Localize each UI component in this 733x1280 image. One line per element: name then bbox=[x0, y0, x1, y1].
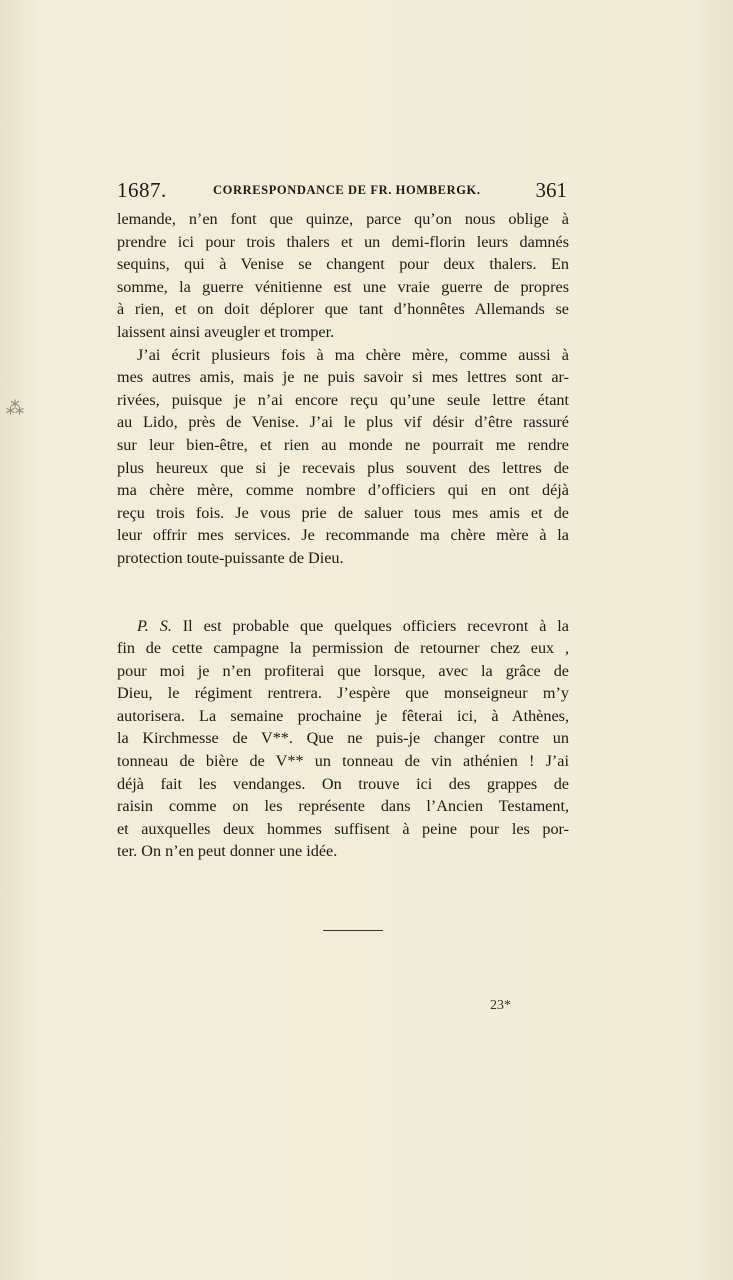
text-line: sur leur bien-être, et rien au monde ne pourrait me rendre bbox=[117, 435, 569, 454]
text-line: somme, la guerre vénitienne est une vraie guerre de propres bbox=[117, 277, 569, 296]
text-line: déjà fait les vendanges. On trouve ici des grappes de bbox=[117, 774, 569, 793]
text-line: lemande, n’en font que quinze, parce qu’on nous oblige à bbox=[117, 210, 569, 228]
text-line: et auxquelles deux hommes suffisent à peine pour les por- bbox=[117, 819, 569, 838]
page-number: 361 bbox=[535, 178, 567, 202]
text-line: la Kirchmesse de V**. Que ne puis-je changer contre un bbox=[117, 729, 569, 748]
text-line: leur offrir mes services. Je recommande ma chère mère à la bbox=[117, 526, 569, 545]
text-line: tonneau de bière de V** un tonneau de vin athénien ! J’ai bbox=[117, 752, 569, 771]
header-title: CORRESPONDANCE DE FR. HOMBERGK. bbox=[213, 183, 481, 197]
postscript-label: P. S. bbox=[137, 616, 172, 635]
postscript bbox=[117, 615, 569, 864]
text-line: protection toute-puissante de Dieu. bbox=[117, 548, 344, 567]
text-line: à rien, et on doit déplorer que tant d’honnêtes Allemands se bbox=[117, 300, 569, 319]
postscript-first-line-text: Il est probable que quelques officiers recevront à la bbox=[182, 616, 569, 635]
page-body bbox=[117, 208, 569, 863]
text-line: pour moi je n’en profiterai que lorsque, avec la grâce de bbox=[117, 661, 569, 680]
text-line: ter. On n’en peut donner une idée. bbox=[117, 842, 338, 861]
text-line: J’ai écrit plusieurs fois à ma chère mère, comme aussi à bbox=[137, 345, 569, 364]
text-line: raisin comme on les représente dans l’Ancien Testament, bbox=[117, 797, 569, 816]
text-line: Dieu, le régiment rentrera. J’espère que monseigneur m’y bbox=[117, 684, 569, 703]
text-line: sequins, qui à Venise se changent pour deux thalers. En bbox=[117, 255, 569, 274]
header-year: 1687. bbox=[117, 178, 167, 202]
text-line: mes autres amis, mais je ne puis savoir si mes lettres sont ar- bbox=[117, 368, 569, 387]
text-line: reçu trois fois. Je vous prie de saluer tous mes amis et de bbox=[117, 503, 569, 522]
printer-signature-mark: 23* bbox=[490, 998, 511, 1013]
paragraph-gap bbox=[117, 570, 569, 615]
paragraph-2 bbox=[117, 344, 569, 570]
text-line: ma chère mère, comme nombre d’officiers qui en ont déjà bbox=[117, 481, 569, 500]
section-rule bbox=[323, 930, 383, 931]
text-line: laissent ainsi aveugler et tromper. bbox=[117, 322, 335, 341]
paragraph-1 bbox=[117, 208, 569, 344]
text-line: prendre ici pour trois thalers et un demi-florin leurs damnés bbox=[117, 232, 569, 251]
text-line: au Lido, près de Venise. J’ai le plus vif désir d’être rassuré bbox=[117, 413, 569, 432]
postscript-first-line bbox=[117, 615, 569, 638]
text-line: rivées, puisque je n’ai encore reçu qu’une seule lettre étant bbox=[117, 390, 569, 409]
text-line: plus heureux que si je recevais plus souvent des lettres de bbox=[117, 458, 569, 477]
running-header bbox=[117, 178, 569, 206]
margin-ornament-icon: ⁂ bbox=[6, 398, 24, 418]
text-line: fin de cette campagne la permission de retourner chez eux , bbox=[117, 639, 569, 658]
text-line: autorisera. La semaine prochaine je fêterai ici, à Athènes, bbox=[117, 706, 569, 725]
